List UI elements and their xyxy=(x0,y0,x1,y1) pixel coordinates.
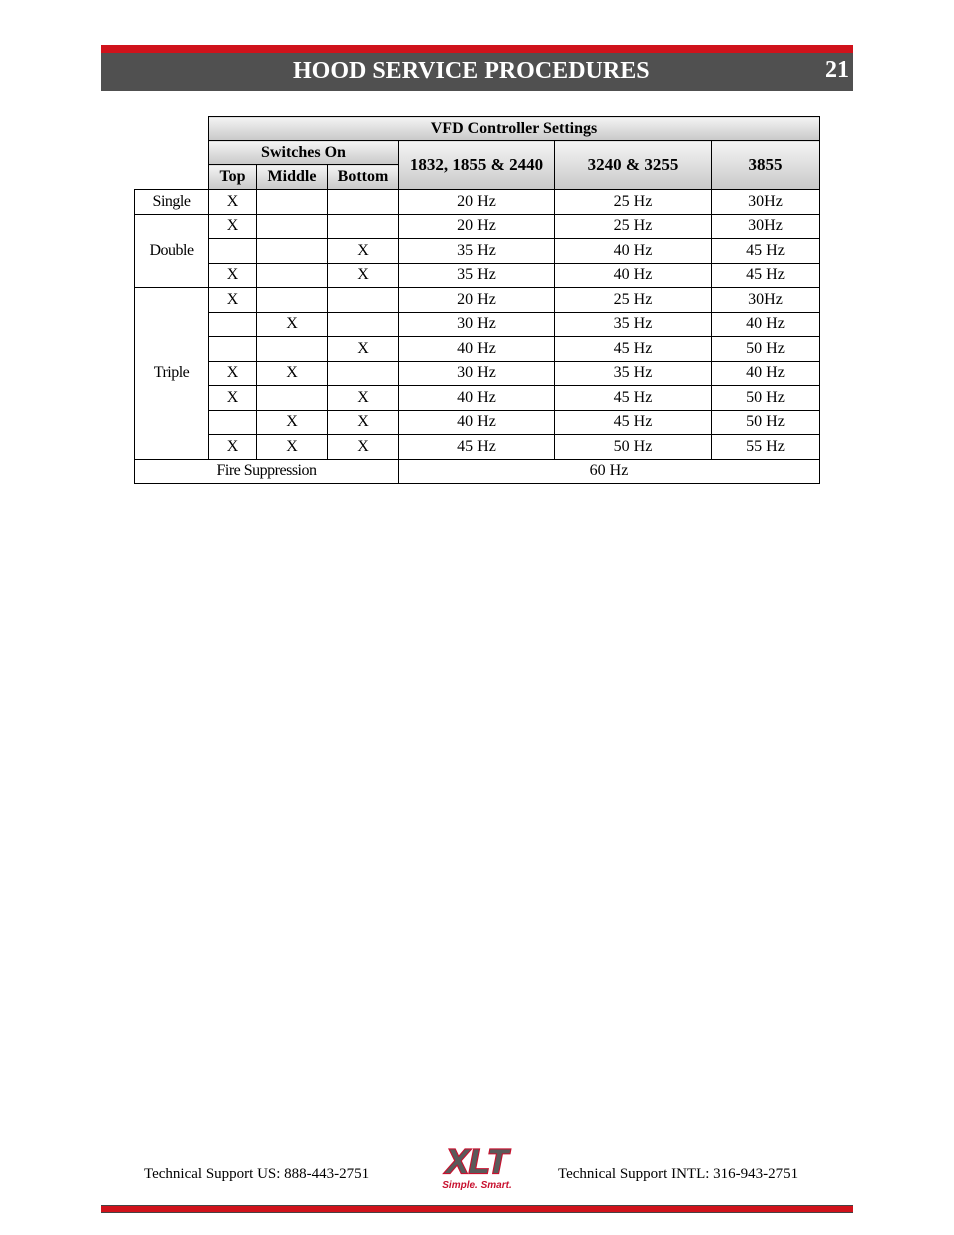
table-cell: 40 Hz xyxy=(555,263,712,288)
table-cell xyxy=(328,190,399,215)
support-us: Technical Support US: 888-443-2751 xyxy=(144,1166,370,1182)
table-row xyxy=(135,435,820,460)
table-row xyxy=(135,263,820,288)
page-number: 21 xyxy=(825,57,849,83)
model-col-header: 3240 & 3255 xyxy=(555,141,712,190)
table-row xyxy=(135,410,820,435)
table-cell xyxy=(209,337,257,362)
table-cell: 30Hz xyxy=(712,214,820,239)
table-cell: 25 Hz xyxy=(555,214,712,239)
table-cell: X xyxy=(209,435,257,460)
switch-col-header: Bottom xyxy=(328,165,399,190)
table-row xyxy=(135,386,820,411)
table-cell: 45 Hz xyxy=(712,239,820,264)
table-cell: 35 Hz xyxy=(399,263,555,288)
page-title: HOOD SERVICE PROCEDURES xyxy=(293,58,650,84)
fire-suppression-row xyxy=(135,459,820,484)
model-col-header: 1832, 1855 & 2440 xyxy=(399,141,555,190)
table-cell: 35 Hz xyxy=(399,239,555,264)
table-cell xyxy=(257,214,328,239)
table-cell: X xyxy=(328,435,399,460)
table-cell xyxy=(209,239,257,264)
table-cell: 40 Hz xyxy=(399,410,555,435)
table-cell: X xyxy=(328,239,399,264)
table-cell: X xyxy=(209,263,257,288)
table-cell: 20 Hz xyxy=(399,214,555,239)
table-cell xyxy=(257,288,328,313)
table-cell: X xyxy=(257,435,328,460)
header-red-rule xyxy=(101,45,853,53)
table-cell: X xyxy=(328,386,399,411)
table-row xyxy=(135,190,820,215)
table-cell: 45 Hz xyxy=(712,263,820,288)
support-intl: Technical Support INTL: 316-943-2751 xyxy=(558,1166,799,1182)
switches-on-header: Switches On xyxy=(209,141,399,165)
table-cell xyxy=(328,288,399,313)
table-cell xyxy=(328,214,399,239)
table-cell xyxy=(328,312,399,337)
table-cell: 45 Hz xyxy=(555,386,712,411)
table-cell: 50 Hz xyxy=(712,410,820,435)
table-cell: 40 Hz xyxy=(712,312,820,337)
table-cell: X xyxy=(257,312,328,337)
table-cell: 40 Hz xyxy=(399,337,555,362)
xlt-logo xyxy=(428,1142,526,1192)
table-cell: 30Hz xyxy=(712,288,820,313)
logo-tagline: Simple. Smart. xyxy=(442,1180,512,1191)
logo-text: XLT xyxy=(446,1143,508,1181)
switch-col-header: Top xyxy=(209,165,257,190)
table-cell: X xyxy=(257,361,328,386)
table-cell: 20 Hz xyxy=(399,288,555,313)
group-label: Single xyxy=(135,190,209,215)
table-row xyxy=(135,361,820,386)
table-row xyxy=(135,337,820,362)
footer-red-rule xyxy=(101,1205,853,1213)
table-cell: X xyxy=(328,410,399,435)
table-cell: X xyxy=(257,410,328,435)
table-cell: 20 Hz xyxy=(399,190,555,215)
table-cell xyxy=(257,386,328,411)
table-cell: X xyxy=(209,288,257,313)
table-cell: 40 Hz xyxy=(712,361,820,386)
table-cell: 55 Hz xyxy=(712,435,820,460)
table-row xyxy=(135,312,820,337)
group-label: Triple xyxy=(135,288,209,460)
vfd-settings-table xyxy=(134,116,820,484)
table-cell: 30 Hz xyxy=(399,361,555,386)
table-cell: X xyxy=(328,263,399,288)
table-cell: X xyxy=(209,214,257,239)
table-row xyxy=(135,214,820,239)
table-cell: X xyxy=(209,190,257,215)
table-cell xyxy=(209,410,257,435)
table-cell: 30Hz xyxy=(712,190,820,215)
table-cell xyxy=(257,263,328,288)
table-cell xyxy=(328,361,399,386)
page-header xyxy=(101,45,853,91)
table-cell xyxy=(257,239,328,264)
table-cell: 30 Hz xyxy=(399,312,555,337)
table-cell xyxy=(257,190,328,215)
table-cell xyxy=(209,312,257,337)
table-cell: 45 Hz xyxy=(555,337,712,362)
table-cell: X xyxy=(209,386,257,411)
table-cell: 25 Hz xyxy=(555,288,712,313)
table-cell xyxy=(257,337,328,362)
table-title: VFD Controller Settings xyxy=(209,117,820,141)
group-label: Double xyxy=(135,214,209,288)
table-row xyxy=(135,288,820,313)
table-cell: 40 Hz xyxy=(399,386,555,411)
table-cell: X xyxy=(328,337,399,362)
table-row xyxy=(135,239,820,264)
switch-col-header: Middle xyxy=(257,165,328,190)
table-cell: 35 Hz xyxy=(555,361,712,386)
model-col-header: 3855 xyxy=(712,141,820,190)
table-cell: 50 Hz xyxy=(555,435,712,460)
table-cell: 50 Hz xyxy=(712,386,820,411)
table-cell: 50 Hz xyxy=(712,337,820,362)
table-cell: 40 Hz xyxy=(555,239,712,264)
table-cell: 25 Hz xyxy=(555,190,712,215)
table-cell: X xyxy=(209,361,257,386)
table-cell: 35 Hz xyxy=(555,312,712,337)
fire-suppression-label: Fire Suppression xyxy=(135,459,399,484)
table-cell: 45 Hz xyxy=(399,435,555,460)
table-cell: 45 Hz xyxy=(555,410,712,435)
fire-suppression-value: 60 Hz xyxy=(399,459,820,484)
